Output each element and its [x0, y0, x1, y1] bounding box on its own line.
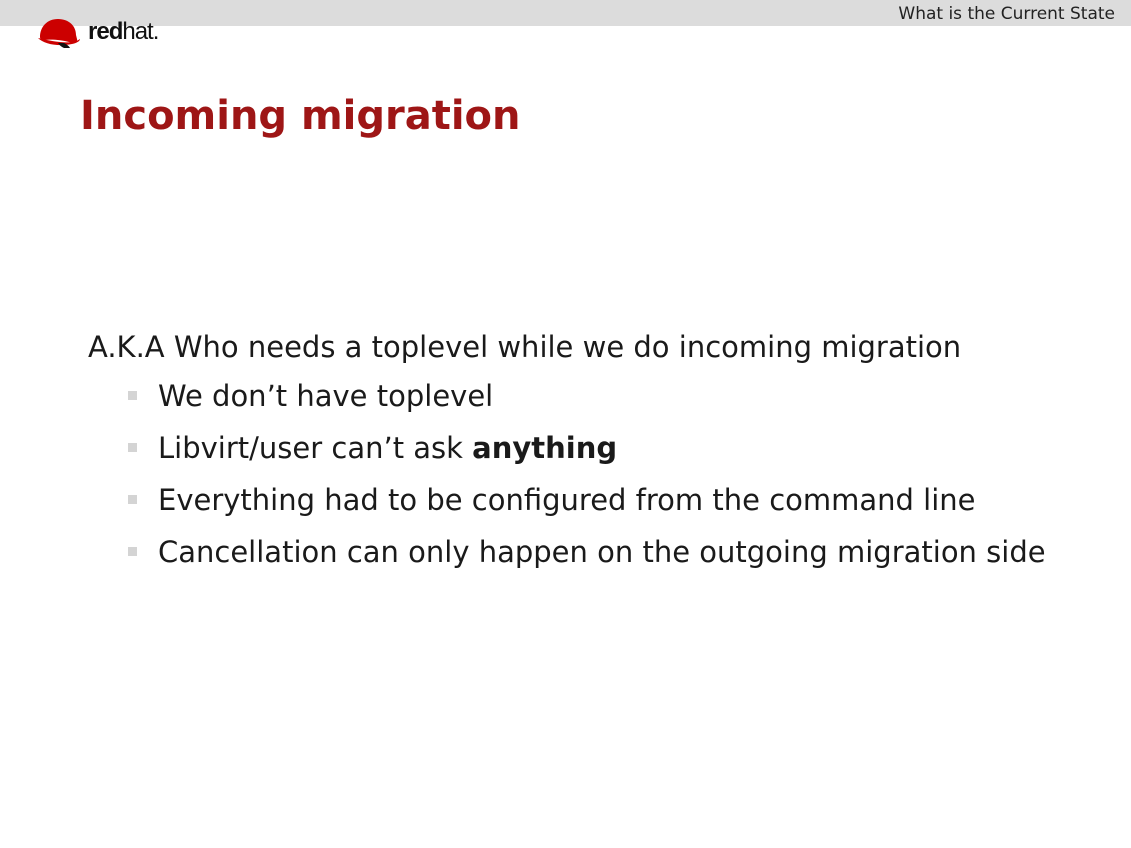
bullet-square-icon: [128, 547, 137, 556]
list-item: [128, 370, 1108, 422]
list-item: [128, 474, 1108, 526]
wordmark-regular: hat.: [122, 18, 159, 45]
bullet-square-icon: [128, 391, 137, 400]
list-item-text: We don’t have toplevel: [158, 379, 494, 413]
redhat-shadowman-icon: [36, 13, 84, 51]
bullet-square-icon: [128, 495, 137, 504]
list-item-text: Cancellation can only happen on the outgoing migration side: [158, 535, 1046, 569]
bullet-square-icon: [128, 443, 137, 452]
redhat-wordmark: [88, 12, 158, 52]
header-bar: [0, 0, 1131, 26]
list-item-text: Libvirt/user can’t ask: [158, 431, 473, 465]
list-item: [128, 422, 1108, 474]
list-item-text: Everything had to be configured from the command line: [158, 483, 976, 517]
wordmark-bold: red: [88, 18, 123, 45]
slide-title: Incoming migration: [80, 93, 521, 139]
slide-content: [88, 324, 1108, 578]
lead-text: A.K.A Who needs a toplevel while we do incoming migration: [88, 330, 962, 364]
bullet-list: [88, 370, 1108, 578]
list-item-emphasis: anything: [472, 431, 618, 465]
redhat-logo: [36, 12, 158, 52]
section-title: What is the Current State: [898, 4, 1115, 24]
list-item: [128, 526, 1108, 578]
